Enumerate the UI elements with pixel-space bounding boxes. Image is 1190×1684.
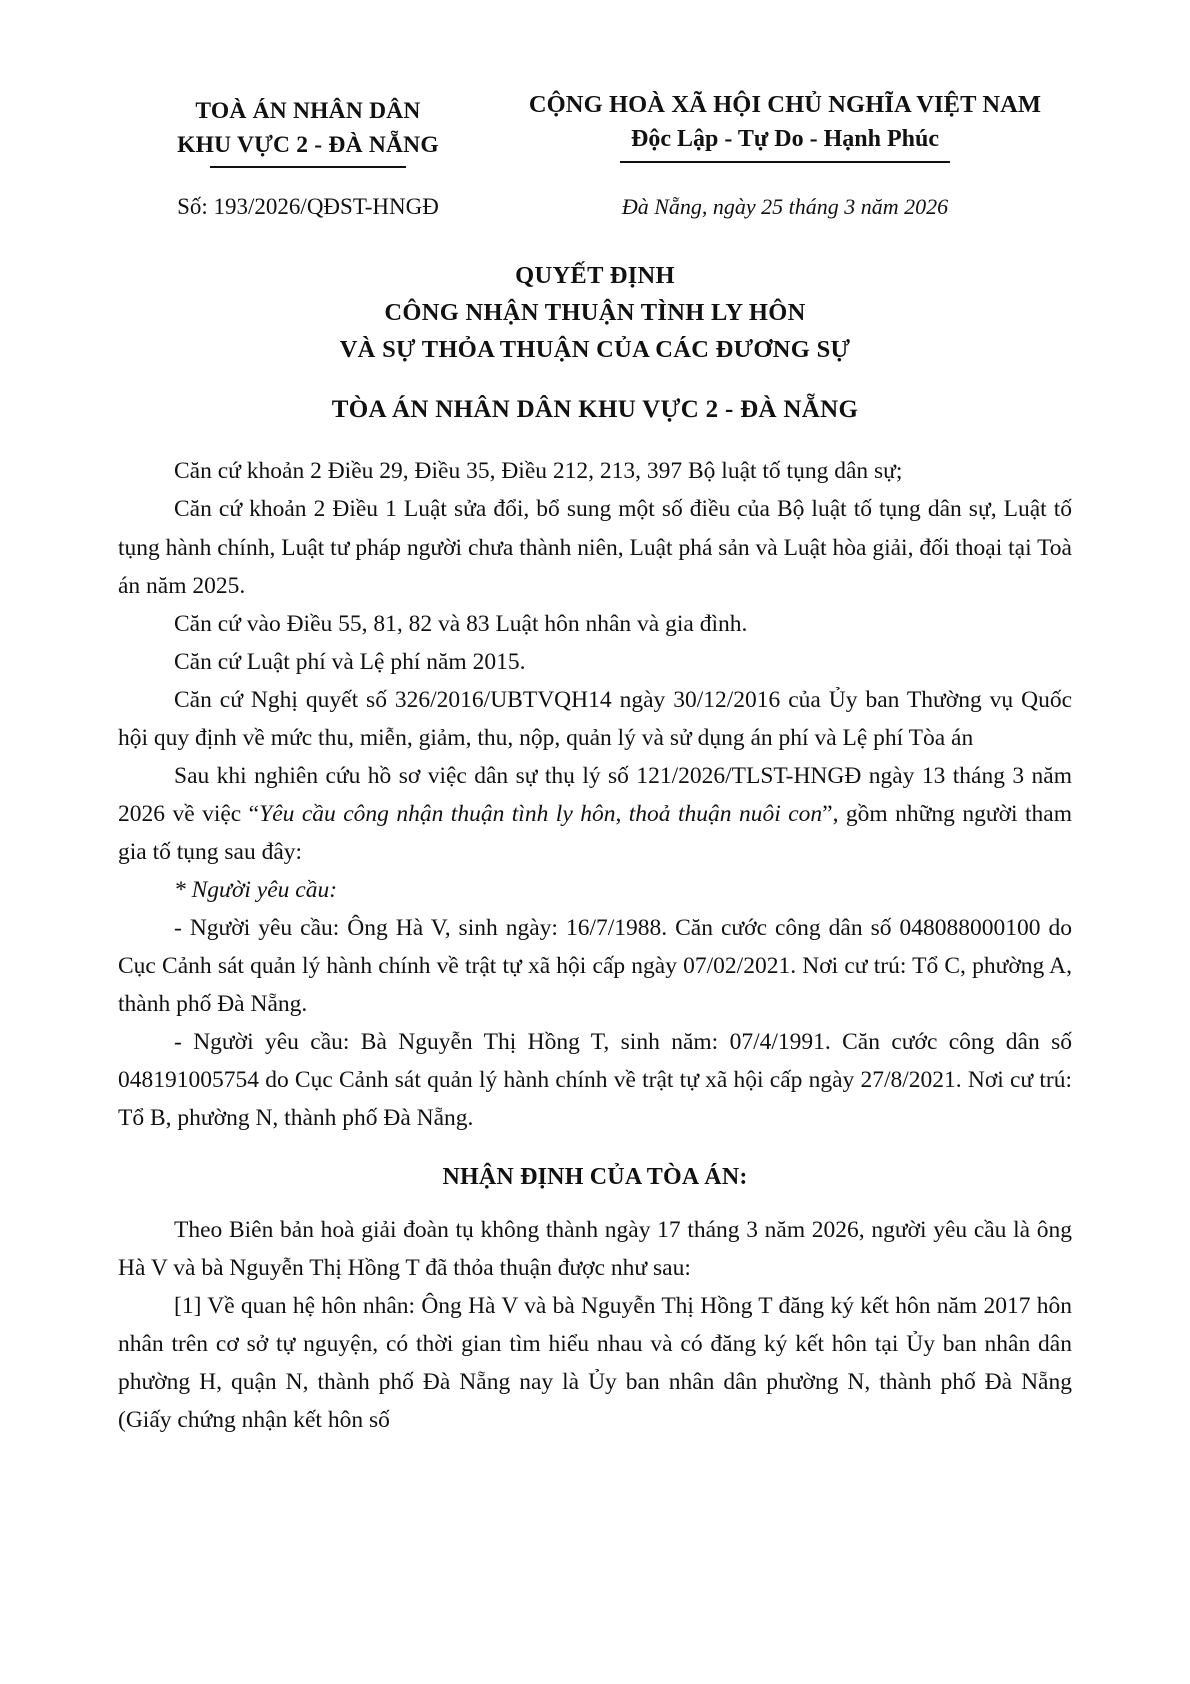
place-and-date: Đà Nẵng, ngày 25 tháng 3 năm 2026 [621,194,949,220]
requester-2: - Người yêu cầu: Bà Nguyễn Thị Hồng T, sinh năm: 07/4/1991. Căn cước công dân số 048191005754 do Cục Cảnh sát quản lý hành chính về trật tự xã hội cấp ngày 27/8/2021. Nơi cư trú: Tổ B, phường N, thành phố Đà Nẵng. [118,1029,1072,1132]
findings-paragraph-2: [1] Về quan hệ hôn nhân: Ông Hà V và bà Nguyễn Thị Hồng T đăng ký kết hôn năm 2017 hôn nhân trên cơ sở tự nguyện, có thời gian tìm hiểu nhau và có đăng ký kết hôn tại Ủy ban nhân dân phường H, quận N, thành phố Đà Nẵng nay là Ủy ban nhân dân phường N, thành phố Đà Nẵng (Giấy chứng nhận kết hôn số [118,1292,1072,1433]
court-name-underline [210,166,406,168]
requester-label: * Người yêu cầu: [174,877,338,904]
court-findings-heading: NHẬN ĐỊNH CỦA TÒA ÁN: [442,1163,748,1190]
title-line-1: QUYẾT ĐỊNH [515,262,675,290]
document-number: Số: 193/2026/QĐST-HNGĐ [177,194,439,220]
court-findings-body [118,1211,1072,1439]
legal-basis-paragraph-1: Căn cứ khoản 2 Điều 29, Điều 35, Điều 212, 213, 397 Bộ luật tố tụng dân sự; [174,458,903,485]
national-motto-block [498,88,1072,163]
national-title: CỘNG HOÀ XÃ HỘI CHỦ NGHĨA VIỆT NAM [528,91,1042,118]
case-file-text-before: Sau khi nghiên cứu hồ sơ việc dân sự thụ lý số 121/2026/TLST-HNGĐ ngày 13 tháng 3 năm 2026 về việc “ [118,762,1072,827]
findings-paragraph-1: Theo Biên bản hoà giải đoàn tụ không thành ngày 17 tháng 3 năm 2026, người yêu cầu là ông Hà V và bà Nguyễn Thị Hồng T đã thỏa thuận được như sau: [118,1216,1072,1281]
title-line-2: CÔNG NHẬN THUẬN TÌNH LY HÔN [384,298,806,326]
legal-basis-paragraph-2: Căn cứ khoản 2 Điều 1 Luật sửa đổi, bổ sung một số điều của Bộ luật tố tụng dân sự, Luật tố tụng hành chính, Luật tư pháp người chưa thành niên, Luật phá sản và Luật hòa giải, đối thoại tại Toà án năm 2025. [118,496,1072,599]
document-header [118,88,1072,168]
court-identity-block [118,88,498,168]
case-file-paragraph [118,757,1072,871]
court-name-line1: TOÀ ÁN NHÂN DÂN [195,98,421,124]
national-motto: Độc Lập - Tự Do - Hạnh Phúc [630,126,939,153]
legal-basis-paragraph-3: Căn cứ vào Điều 55, 81, 82 và 83 Luật hôn nhân và gia đình. [174,610,748,637]
document-body [118,452,1072,1137]
requester-1: - Người yêu cầu: Ông Hà V, sinh ngày: 16/7/1988. Căn cước công dân số 048088000100 do Cục Cảnh sát quản lý hành chính về trật tự xã hội cấp ngày 07/02/2021. Nơi cư trú: Tổ C, phường A, thành phố Đà Nẵng. [118,915,1072,1018]
legal-basis-paragraph-4: Căn cứ Luật phí và Lệ phí năm 2015. [174,648,526,675]
document-title-block [118,258,1072,368]
court-name-line2: KHU VỰC 2 - ĐÀ NẴNG [177,132,439,159]
document-subheader [118,194,1072,220]
issuing-court-title: TÒA ÁN NHÂN DÂN KHU VỰC 2 - ĐÀ NẴNG [331,396,859,424]
title-line-3: VÀ SỰ THỎA THUẬN CỦA CÁC ĐƯƠNG SỰ [339,335,851,363]
case-file-text-after: ”, gồm những người tham gia tố tụng sau đây: [118,800,1072,865]
national-motto-underline [620,161,950,163]
case-subject-italic: Yêu cầu công nhận thuận tình ly hôn, thoả thuận nuôi con [259,800,823,827]
legal-basis-paragraph-5: Căn cứ Nghị quyết số 326/2016/UBTVQH14 ngày 30/12/2016 của Ủy ban Thường vụ Quốc hội quy định về mức thu, miễn, giảm, thu, nộp, quản lý và sử dụng án phí và Lệ phí Tòa án [118,686,1072,751]
